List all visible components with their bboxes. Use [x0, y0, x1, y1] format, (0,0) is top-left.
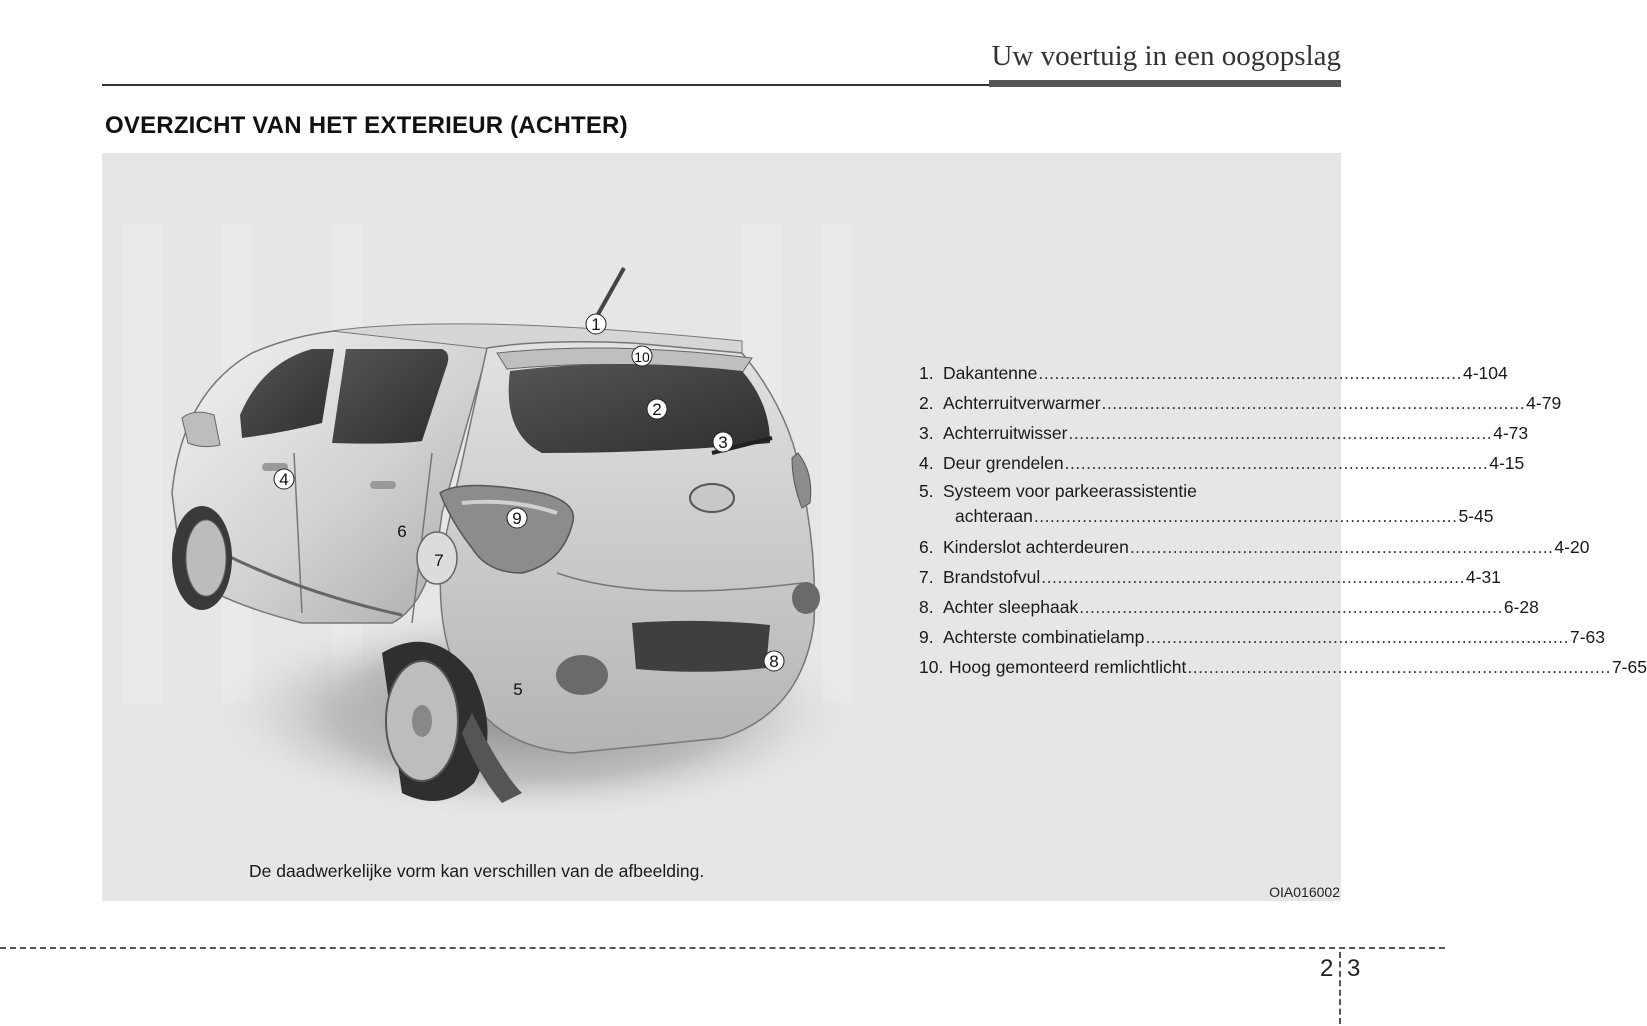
callout-9 — [507, 508, 527, 528]
callout-1 — [586, 314, 606, 334]
callout-4 — [274, 469, 294, 489]
legend-item: 7. Brandstofvul ............................................................................... 4-31 — [919, 567, 1501, 587]
svg-text:4: 4 — [279, 470, 289, 489]
svg-text:8: 8 — [769, 652, 779, 671]
legend-item: 5. Systeem voor parkeerassistentie achteraan ............................................................................... 5-45 — [919, 481, 1494, 526]
callout-8 — [764, 651, 784, 671]
legend-item: 2. Achterruitverwarmer ............................................................................... 4-79 — [919, 393, 1562, 413]
legend-item: 1. Dakantenne ............................................................................... 4-104 — [919, 363, 1508, 383]
legend-item: 6. Kinderslot achterdeuren ............................................................................... 4-20 — [919, 537, 1590, 557]
svg-text:5: 5 — [513, 680, 523, 699]
header-rule-accent — [989, 80, 1341, 87]
callout-7 — [434, 551, 443, 570]
legend-item: 8. Achter sleephaak ............................................................................... 6-28 — [919, 597, 1539, 617]
section-title: OVERZICHT VAN HET EXTERIEUR (ACHTER) — [105, 112, 628, 139]
svg-text:6: 6 — [397, 522, 407, 541]
svg-text:3: 3 — [718, 433, 728, 452]
footer-divider — [0, 947, 1445, 949]
callout-3 — [713, 432, 733, 452]
page-chapter-number: 2 — [1320, 955, 1334, 982]
legend-item: 4. Deur grendelen ............................................................................... 4-15 — [919, 453, 1525, 473]
illustration-caption: De daadwerkelijke vorm kan verschillen van de afbeelding. — [249, 861, 705, 881]
legend-item: 10. Hoog gemonteerd remlichtlicht ............................................................................... 7-65 — [919, 657, 1647, 677]
legend-item: 3. Achterruitwisser ............................................................................... 4-73 — [919, 423, 1529, 443]
callout-5 — [513, 680, 522, 699]
image-code: OIA016002 — [1269, 884, 1340, 900]
svg-text:7: 7 — [434, 551, 444, 570]
parts-legend — [919, 358, 1647, 682]
header-title: Uw voertuig in een oogopslag — [991, 40, 1341, 72]
svg-text:9: 9 — [512, 509, 522, 528]
page-number: 3 — [1347, 955, 1361, 982]
callout-2 — [647, 399, 667, 419]
callout-10 — [632, 346, 652, 366]
svg-text:2: 2 — [652, 400, 662, 419]
legend-item: 9. Achterste combinatielamp ............................................................................... 7-63 — [919, 627, 1605, 647]
page-separator — [1339, 952, 1341, 1024]
svg-text:1: 1 — [591, 315, 601, 334]
callout-6 — [397, 522, 406, 541]
header-rule — [102, 84, 989, 86]
car-rear-illustration — [102, 153, 882, 853]
svg-text:10: 10 — [634, 349, 650, 365]
illustration-panel — [102, 153, 1647, 901]
